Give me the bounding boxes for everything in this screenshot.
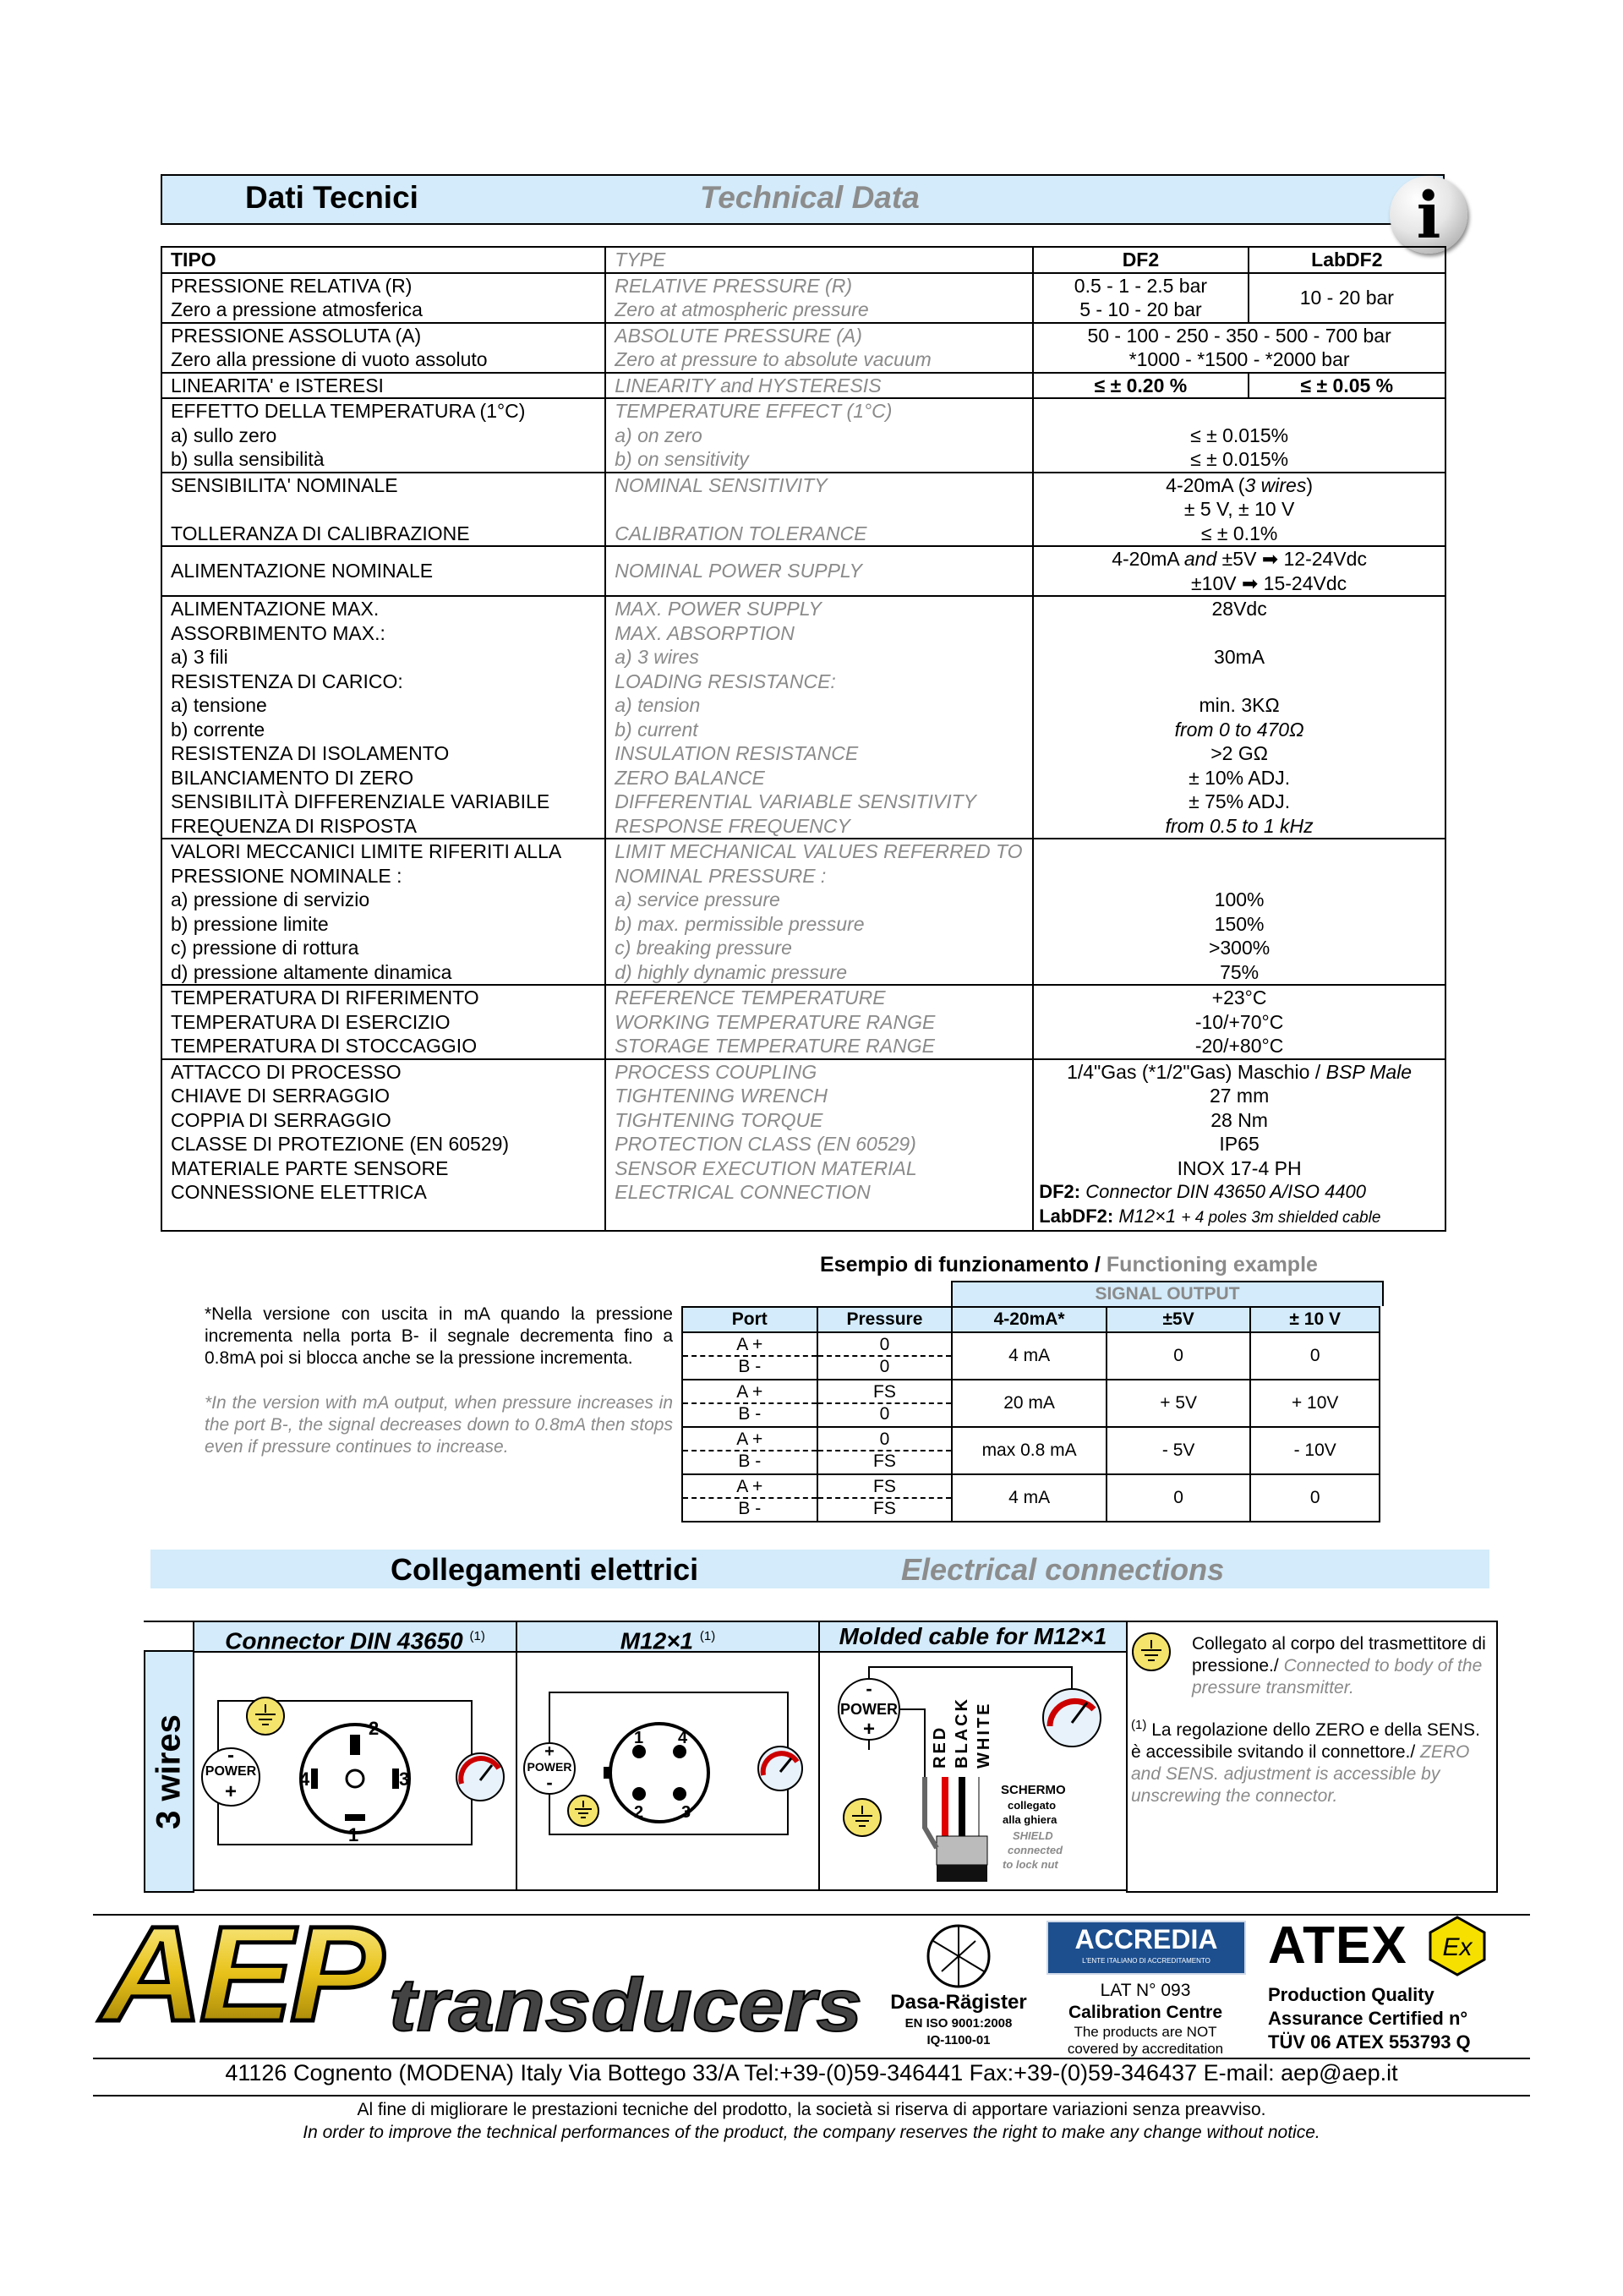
m12-diagram <box>516 1650 817 1889</box>
cell-text: b) sulla sensibilità <box>171 448 325 470</box>
cell-text: WORKING TEMPERATURE RANGE <box>615 1010 936 1033</box>
cell-text: NOMINAL SENSITIVITY <box>615 473 828 496</box>
cell-text: Zero alla pressione di vuoto assoluto <box>171 348 488 370</box>
power-label: POWER <box>527 1760 572 1774</box>
cell-text: MATERIALE PARTE SENSORE <box>171 1156 449 1179</box>
signal-output-header: SIGNAL OUTPUT <box>951 1281 1384 1306</box>
cell-text: b) pressione limite <box>171 912 329 935</box>
cell-text: Zero at pressure to absolute vacuum <box>615 348 932 370</box>
cell-value: + 5V <box>1107 1380 1251 1427</box>
col-header: 4-20mA* <box>952 1307 1107 1332</box>
cable-diagram <box>818 1650 1124 1889</box>
cell-text: TEMPERATURA DI STOCCAGGIO <box>171 1035 478 1057</box>
page-title-en: Technical Data <box>700 180 920 215</box>
example-title-en: Functioning example <box>1106 1253 1318 1276</box>
table-row <box>161 323 1445 373</box>
cell-text: RESISTENZA DI ISOLAMENTO <box>171 742 450 764</box>
example-note-en: *In the version with mA output, when pressure increases in the port B-, the signal decreases down to 0.8mA then stops even if pressure continues to increase. <box>205 1393 673 1457</box>
ground-icon <box>568 1796 598 1826</box>
shield-text: alla ghiera <box>1003 1813 1057 1826</box>
cell-text: LINEARITA' e ISTERESI <box>161 373 605 399</box>
table-row <box>161 1059 1445 1232</box>
cell-text: M12×1 <box>1118 1205 1177 1227</box>
conn-head-din <box>193 1621 517 1653</box>
cell-value: + 10V <box>1250 1380 1380 1427</box>
arrow-icon: ➡ <box>1241 571 1259 594</box>
port-a: A + <box>683 1335 817 1357</box>
cell-text: from 0 to 470Ω <box>1174 718 1304 741</box>
cell-text: PRESSIONE NOMINALE : <box>171 864 402 887</box>
cell-text: ≤ ± 0.015% <box>1190 448 1289 470</box>
din-diagram <box>193 1650 514 1889</box>
cell-text: ± 75% ADJ. <box>1189 790 1291 812</box>
cell-text: ±10V <box>1191 571 1237 594</box>
cell-text: SENSIBILITÀ DIFFERENZIALE VARIABILE <box>171 790 550 812</box>
cell-text: EFFETTO DELLA TEMPERATURA (1°C) <box>171 400 526 422</box>
cell-text: ASSORBIMENTO MAX.: <box>171 621 385 644</box>
ex-text: Ex <box>1442 1933 1473 1961</box>
accredia-text: ACCREDIA <box>1074 1924 1218 1954</box>
cell-text: 12-24Vdc <box>1283 548 1367 570</box>
connections-title: Collegamenti elettrici <box>391 1552 699 1587</box>
cell-text: PRESSIONE RELATIVA (R) <box>171 274 413 297</box>
legend-text: (1) <box>1131 1718 1147 1732</box>
cell-text: STORAGE TEMPERATURE RANGE <box>615 1035 935 1057</box>
example-table <box>681 1306 1380 1522</box>
cell-text: BILANCIAMENTO DI ZERO <box>171 766 414 789</box>
cell-text: TIGHTENING WRENCH <box>615 1085 828 1107</box>
arrow-icon: ➡ <box>1261 548 1279 570</box>
three-wires-label <box>144 1650 194 1893</box>
transducers-logo-text: transducers <box>389 1963 862 2047</box>
cell-text: 75% <box>1220 960 1260 983</box>
plus-label: + <box>862 1718 876 1741</box>
cell-text: PROCESS COUPLING <box>615 1060 817 1083</box>
cell-text: b) current <box>615 718 698 741</box>
legend-text: Connected to body of the pressure transmitter. <box>1192 1656 1483 1697</box>
pin-label: 4 <box>678 1729 688 1747</box>
col-header: ± 10 V <box>1250 1307 1380 1332</box>
port-b: B - <box>738 1499 762 1518</box>
cell-text <box>1042 839 1436 864</box>
cell-text: 30mA <box>1214 646 1265 668</box>
shield-text: collegato <box>1008 1799 1057 1812</box>
atex-line: Assurance Certified n° <box>1268 2008 1468 2029</box>
dasa-logo <box>883 1921 1035 2056</box>
cell-text: >2 GΩ <box>1210 742 1268 764</box>
cell-text: TIGHTENING TORQUE <box>615 1108 823 1131</box>
table-row <box>682 1332 1380 1380</box>
cell-text: DF2: <box>1039 1181 1081 1202</box>
pin-1-contact <box>345 1814 365 1821</box>
cell-text: VALORI MECCANICI LIMITE RIFERITI ALLA <box>171 840 562 862</box>
adjustment-note <box>1131 1714 1495 1807</box>
cell-text: (1) <box>699 1629 716 1643</box>
cell-text: ≤ ± 0.20 % <box>1033 373 1248 399</box>
cell-text: a) sullo zero <box>171 424 277 446</box>
cell-text: ALIMENTAZIONE NOMINALE <box>161 546 605 596</box>
cell-text: c) breaking pressure <box>615 937 792 959</box>
table-row <box>161 273 1445 323</box>
cell-text: a) tensione <box>171 694 267 716</box>
cell-text: min. 3KΩ <box>1199 694 1280 716</box>
cell-text: COPPIA DI SERRAGGIO <box>171 1108 391 1131</box>
cell-text: PROTECTION CLASS (EN 60529) <box>615 1133 916 1155</box>
cell-text: CONNESSIONE ELETTRICA <box>171 1181 427 1203</box>
company-address: 41126 Cognento (MODENA) Italy Via Bottego 33/A Tel:+39-(0)59-346441 Fax:+39-(0)59-346437 E-mail: aep@aep.it <box>225 2060 1398 2086</box>
cell-text: RESISTENZA DI CARICO: <box>171 670 403 692</box>
cell-text: ± 10% ADJ. <box>1189 766 1291 789</box>
pressure-a: 0 <box>818 1335 952 1357</box>
side-text: 3 wires <box>150 1714 188 1829</box>
cell-text: ) <box>1306 473 1314 496</box>
cell-text: CLASSE DI PROTEZIONE (EN 60529) <box>171 1133 510 1155</box>
cell-text: MAX. POWER SUPPLY <box>615 598 822 620</box>
spec-table <box>161 246 1446 1232</box>
cell-text: ≤ ± 0.1% <box>1200 522 1278 544</box>
cell-text: INOX 17-4 PH <box>1177 1156 1302 1179</box>
cell-value: 0 <box>1250 1332 1380 1380</box>
col-header: TYPE <box>605 247 1033 273</box>
connections-band <box>150 1550 1489 1588</box>
table-row <box>161 985 1445 1059</box>
cable-jacket <box>937 1865 987 1882</box>
cell-text: RELATIVE PRESSURE (R) <box>615 274 852 297</box>
port-a: A + <box>683 1477 817 1499</box>
pin-3-contact <box>392 1768 399 1789</box>
col-header: Port <box>682 1307 817 1332</box>
disclaimer-en: In order to improve the technical performances of the product, the company reserves the right to make any change without notice. <box>303 2123 1320 2142</box>
accredia-logo <box>1046 1921 1246 1975</box>
cell-text: from 0.5 to 1 kHz <box>1165 814 1314 837</box>
cell-text: TEMPERATURA DI RIFERIMENTO <box>171 987 479 1009</box>
shield-text: SHIELD <box>1013 1829 1053 1842</box>
cell-text: 4-20mA ( <box>1166 473 1245 496</box>
shield-text: SCHERMO <box>1001 1783 1066 1797</box>
cell-text: d) pressione altamente dinamica <box>171 960 452 983</box>
cell-text: TOLLERANZA DI CALIBRAZIONE <box>171 522 470 544</box>
calibration-info <box>1031 1980 1260 2058</box>
col-header: ±5V <box>1107 1307 1251 1332</box>
pin-3-contact <box>673 1787 686 1801</box>
cell-text: ELECTRICAL CONNECTION <box>615 1181 871 1203</box>
cell-text: -10/+70°C <box>1194 1010 1284 1033</box>
connector-face <box>610 1724 708 1822</box>
cell-text: IP65 <box>1219 1133 1260 1155</box>
cell-text: BSP Male <box>1325 1060 1413 1083</box>
cell-text: ALIMENTAZIONE MAX. <box>171 598 380 620</box>
divider <box>93 2058 1530 2059</box>
minus-label: - <box>866 1678 872 1699</box>
col-header: LabDF2 <box>1249 247 1445 273</box>
cell-text: (1) <box>469 1629 485 1643</box>
cell-text: *1000 - *1500 - *2000 bar <box>1128 348 1350 370</box>
cell-text: +23°C <box>1211 987 1267 1009</box>
cell-text <box>1042 670 1436 694</box>
pressure-b: FS <box>873 1451 896 1471</box>
atex-text: ATEX <box>1268 1916 1407 1975</box>
page-title: Dati Tecnici <box>245 180 418 215</box>
ground-icon <box>247 1697 284 1735</box>
col-header: DF2 <box>1033 247 1248 273</box>
cell-text: TEMPERATURE EFFECT (1°C) <box>615 400 893 422</box>
cell-text: 5 - 10 - 20 bar <box>1079 298 1202 320</box>
minus-label: - <box>227 1744 234 1767</box>
cell-text: LabDF2: <box>1039 1205 1114 1227</box>
cell-value: 0 <box>1107 1474 1251 1522</box>
pressure-a: FS <box>818 1382 952 1404</box>
ground-legend-icon <box>1129 1630 1173 1674</box>
atex-line: Production Quality <box>1268 1984 1434 2005</box>
table-row <box>161 546 1445 596</box>
shield-text: to lock nut <box>1003 1858 1058 1871</box>
info-icon: i <box>1390 176 1467 254</box>
cell-text: ≤ ± 0.05 % <box>1249 373 1445 399</box>
cell-text: FREQUENZA DI RISPOSTA <box>171 814 417 837</box>
connections-title-en: Electrical connections <box>901 1552 1225 1587</box>
wire-label: RED <box>931 1725 949 1768</box>
ground-icon <box>844 1799 881 1836</box>
cell-text: ATTACCO DI PROCESSO <box>171 1060 402 1083</box>
pin-4-contact <box>311 1768 318 1789</box>
calib-centre: Calibration Centre <box>1068 2003 1223 2022</box>
pin-label: 1 <box>634 1729 644 1747</box>
cell-text: + 4 poles 3m shielded cable <box>1181 1208 1381 1227</box>
cell-text: RESPONSE FREQUENCY <box>615 814 850 837</box>
cell-text: 28 Nm <box>1210 1108 1268 1131</box>
cell-text: a) 3 wires <box>615 646 699 668</box>
minus-label: - <box>546 1772 553 1793</box>
pin-2-contact <box>632 1787 646 1801</box>
cell-text: a) 3 fili <box>171 646 228 668</box>
cell-text: b) corrente <box>171 718 265 741</box>
wire-label: BLACK <box>953 1697 971 1768</box>
accredia-sub: L'ENTE ITALIANO DI ACCREDITAMENTO <box>1082 1957 1210 1965</box>
cell-text: Connector DIN 43650 A/ISO 4400 <box>1085 1181 1367 1202</box>
divider <box>93 2095 1530 2096</box>
cell-text: 15-24Vdc <box>1263 571 1347 594</box>
cell-text: 50 - 100 - 250 - 350 - 500 - 700 bar <box>1087 324 1391 347</box>
dasa-code: IQ-1100-01 <box>926 2033 991 2047</box>
cell-text: ABSOLUTE PRESSURE (A) <box>615 324 862 347</box>
cell-text: 100% <box>1214 888 1265 910</box>
atex-line: TÜV 06 ATEX 553793 Q <box>1268 2031 1471 2053</box>
calib-note: covered by accreditation <box>1067 2041 1224 2057</box>
table-row <box>161 473 1445 547</box>
disclaimer-it: Al fine di migliorare le prestazioni tecniche del prodotto, la società si riserva di apportare variazioni senza preavviso. <box>357 2100 1266 2119</box>
cell-value: - 10V <box>1250 1427 1380 1474</box>
cell-text: ± 5 V, ± 10 V <box>1183 498 1295 520</box>
atex-certification <box>1268 1983 1471 2054</box>
cable-shield <box>937 1836 987 1865</box>
power-label: POWER <box>205 1764 257 1779</box>
pressure-b: 0 <box>879 1404 890 1424</box>
ground-legend <box>1192 1633 1496 1699</box>
cell-text: 1/4"Gas (*1/2"Gas) Maschio / <box>1067 1060 1326 1083</box>
table-row <box>161 839 1445 985</box>
power-label: POWER <box>839 1701 899 1718</box>
dasa-name: Dasa-Rägister <box>890 1991 1027 2014</box>
aep-logo-text: AEP <box>97 1919 385 2049</box>
pressure-a: 0 <box>818 1430 952 1451</box>
cell-text: NOMINAL POWER SUPPLY <box>605 546 1033 596</box>
cell-text: >300% <box>1208 937 1271 959</box>
cell-text: PRESSIONE ASSOLUTA (A) <box>171 324 422 347</box>
aep-logo <box>93 1919 871 2054</box>
calib-note: The products are NOT <box>1074 2024 1217 2040</box>
table-row <box>161 596 1445 839</box>
pin-label: 2 <box>634 1803 644 1822</box>
pin-label: 4 <box>299 1768 310 1790</box>
cell-text: LINEARITY and HYSTERESIS <box>605 373 1033 399</box>
cell-value: 0 <box>1107 1332 1251 1380</box>
pin-label: 1 <box>348 1824 359 1845</box>
cell-text: INSULATION RESISTANCE <box>615 742 859 764</box>
pin-label: 3 <box>399 1768 410 1790</box>
cell-text: CALIBRATION TOLERANCE <box>615 522 867 544</box>
cell-text: ±5V <box>1221 548 1257 570</box>
cell-text: NOMINAL PRESSURE : <box>615 864 827 887</box>
plus-label: + <box>224 1780 238 1803</box>
cell-text: LIMIT MECHANICAL VALUES REFERRED TO <box>615 840 1023 862</box>
cell-text: DIFFERENTIAL VARIABLE SENSITIVITY <box>615 790 976 812</box>
cell-text: and <box>1183 548 1217 570</box>
cell-text: a) on zero <box>615 424 702 446</box>
cell-text: M12×1 <box>620 1627 694 1654</box>
port-b: B - <box>738 1404 762 1424</box>
table-row <box>161 373 1445 399</box>
col-header: Pressure <box>817 1307 953 1332</box>
plus-label: + <box>544 1742 555 1761</box>
cell-text: 28Vdc <box>1211 598 1267 620</box>
pressure-b: FS <box>873 1499 896 1518</box>
table-row <box>682 1380 1380 1427</box>
cell-text: 0.5 - 1 - 2.5 bar <box>1074 274 1208 297</box>
legend-text: La regolazione dello ZERO e della SENS. è accessibile svitando il connettore./ <box>1131 1720 1480 1762</box>
example-title-it: Esempio di funzionamento / <box>820 1253 1107 1276</box>
port-a: A + <box>683 1382 817 1404</box>
cell-value: 4 mA <box>952 1474 1107 1522</box>
cell-text: c) pressione di rottura <box>171 937 359 959</box>
table-row <box>682 1427 1380 1474</box>
cell-text: 3 wires <box>1244 473 1307 496</box>
cell-text: ZERO BALANCE <box>615 766 765 789</box>
cell-text: 27 mm <box>1209 1085 1270 1107</box>
pressure-a: FS <box>818 1477 952 1499</box>
ex-hexagon-icon <box>1427 1916 1488 1976</box>
legend-text: ZERO and SENS. adjustment is accessible by unscrewing the connector. <box>1131 1742 1470 1806</box>
pressure-b: 0 <box>879 1357 890 1376</box>
cell-text: a) tension <box>615 694 701 716</box>
cell-value: 4 mA <box>952 1332 1107 1380</box>
lat-number: LAT N° 093 <box>1100 1981 1191 2000</box>
cell-text: SENSIBILITA' NOMINALE <box>171 473 398 496</box>
col-header: TIPO <box>161 247 605 273</box>
cell-text: a) pressione di servizio <box>171 888 370 910</box>
port-b: B - <box>738 1451 762 1471</box>
cell-text: LOADING RESISTANCE: <box>615 670 836 692</box>
port-a: A + <box>683 1430 817 1451</box>
cell-text: 10 - 20 bar <box>1249 273 1445 323</box>
cell-value: - 5V <box>1107 1427 1251 1474</box>
cell-text: a) service pressure <box>615 888 780 910</box>
cell-text: -20/+80°C <box>1194 1035 1284 1057</box>
conn-head-cable: Molded cable for M12×1 <box>818 1621 1128 1653</box>
cell-text: Connector DIN 43650 <box>225 1627 463 1654</box>
cell-text: 150% <box>1214 912 1265 935</box>
pin-label: 2 <box>369 1718 380 1739</box>
cell-value: 20 mA <box>952 1380 1107 1427</box>
example-note-it: *Nella versione con uscita in mA quando la pressione incrementa nella porta B- il segnale decrementa fino a 0.8mA poi si blocca anche se la pressione incrementa. <box>205 1304 673 1368</box>
cell-text: Zero a pressione atmosferica <box>171 298 423 320</box>
cell-text: ≤ ± 0.015% <box>1190 424 1289 446</box>
conn-head-m12 <box>516 1621 820 1653</box>
cell-text: Zero at atmospheric pressure <box>615 298 869 320</box>
cell-value: max 0.8 mA <box>952 1427 1107 1474</box>
key-notch <box>604 1767 612 1779</box>
legend-text: Collegato al corpo del trasmettitore di pressione./ <box>1192 1634 1486 1676</box>
dasa-iso: EN ISO 9001:2008 <box>904 2016 1013 2031</box>
example-title <box>820 1253 1318 1277</box>
corner-line <box>144 1621 193 1651</box>
pin-2-contact <box>350 1735 360 1755</box>
cell-text: b) on sensitivity <box>615 448 749 470</box>
cell-text <box>1042 864 1436 888</box>
shield-text: connected <box>1008 1844 1063 1856</box>
cell-text: d) highly dynamic pressure <box>615 960 848 983</box>
cell-text: b) max. permissible pressure <box>615 912 865 935</box>
cell-text: 4-20mA <box>1112 548 1179 570</box>
table-row <box>161 398 1445 473</box>
port-b: B - <box>738 1357 762 1376</box>
table-row <box>682 1474 1380 1522</box>
wire-label: WHITE <box>975 1701 993 1768</box>
cell-text: TEMPERATURA DI ESERCIZIO <box>171 1010 451 1033</box>
cell-value: 0 <box>1250 1474 1380 1522</box>
cell-text: MAX. ABSORPTION <box>615 621 795 644</box>
cell-text: SENSOR EXECUTION MATERIAL <box>615 1156 917 1179</box>
pin-label: 3 <box>681 1803 691 1822</box>
cell-text: CHIAVE DI SERRAGGIO <box>171 1085 391 1107</box>
cell-text <box>1042 621 1436 646</box>
table-row <box>161 247 1445 273</box>
divider <box>93 1914 1530 1916</box>
cell-text: REFERENCE TEMPERATURE <box>615 987 886 1009</box>
